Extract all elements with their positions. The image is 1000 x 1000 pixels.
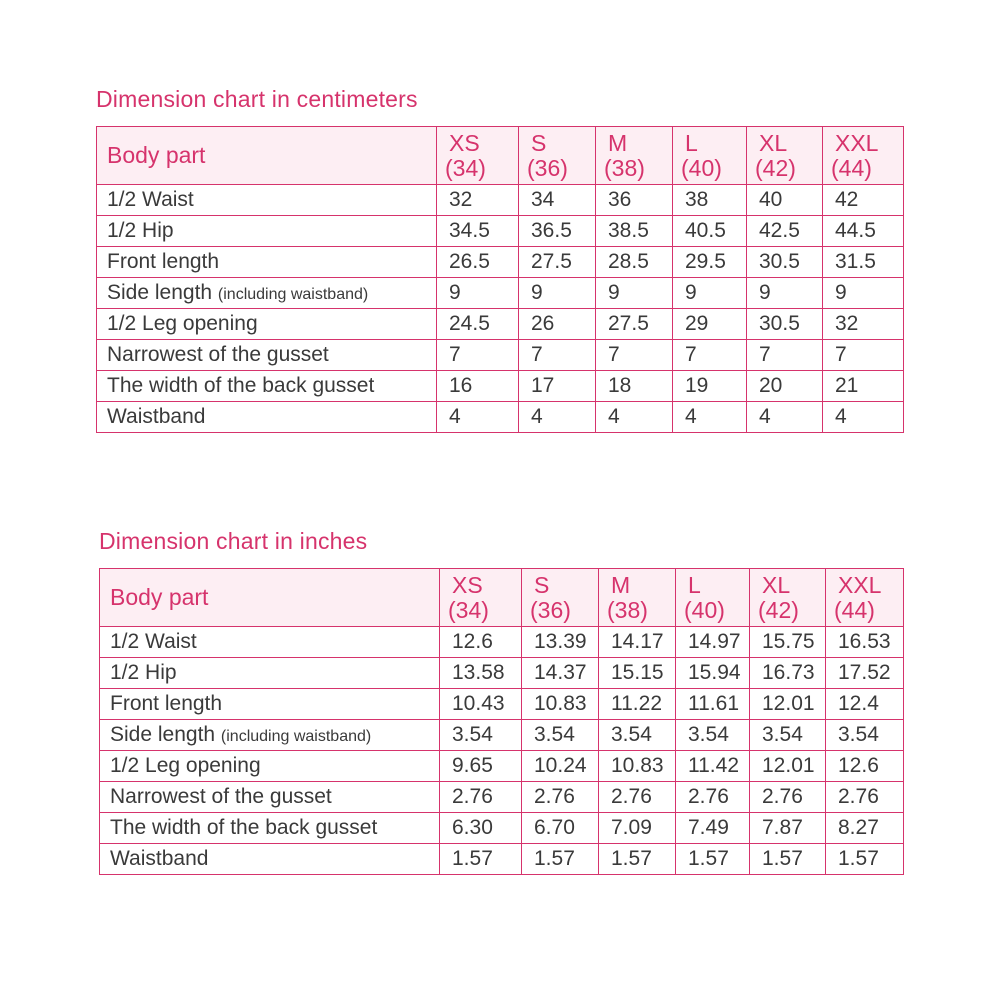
body-part-note: (including waistband) [217,286,369,303]
size-number: (42) [758,596,799,623]
measurement-cell: 9 [823,278,904,309]
inch-chart-title: Dimension chart in inches [99,528,368,554]
measurement-cell: 34.5 [437,216,519,247]
measurement-cell: 34 [519,185,596,216]
measurement-cell: 16 [437,371,519,402]
measurement-cell: 19 [673,371,747,402]
table-row [97,402,904,433]
measurement-cell: 1.57 [522,844,599,875]
measurement-cell: 9 [519,278,596,309]
measurement-cell: 15.15 [599,658,676,689]
size-header-xl [750,569,826,627]
body-part-cell [100,751,440,782]
body-part-cell [100,627,440,658]
measurement-cell: 15.75 [750,627,826,658]
measurement-cell: 12.6 [440,627,522,658]
header-row [97,127,904,185]
measurement-cell: 20 [747,371,823,402]
table-row [97,278,904,309]
measurement-cell: 32 [823,309,904,340]
measurement-cell: 2.76 [676,782,750,813]
measurement-cell: 44.5 [823,216,904,247]
measurement-cell: 36.5 [519,216,596,247]
measurement-cell: 3.54 [750,720,826,751]
body-part-cell [97,340,437,371]
measurement-cell: 1.57 [599,844,676,875]
table-row [97,216,904,247]
measurement-cell: 1.57 [826,844,904,875]
measurement-cell: 31.5 [823,247,904,278]
measurement-cell: 30.5 [747,247,823,278]
measurement-cell: 9 [673,278,747,309]
measurement-cell: 4 [747,402,823,433]
body-part-label: The width of the back gusset [110,816,378,839]
measurement-cell: 14.97 [676,627,750,658]
measurement-cell: 38 [673,185,747,216]
measurement-cell: 9 [596,278,673,309]
size-number: (34) [448,596,489,623]
size-code: M [611,571,631,598]
measurement-cell: 36 [596,185,673,216]
body-part-cell [100,782,440,813]
size-header-xs [437,127,519,185]
measurement-cell: 13.58 [440,658,522,689]
body-part-label: Narrowest of the gusset [110,785,332,808]
size-header-s [522,569,599,627]
measurement-cell: 3.54 [599,720,676,751]
size-code: M [608,129,628,156]
body-part-cell [97,247,437,278]
size-number: (36) [527,154,568,181]
body-part-cell [100,689,440,720]
measurement-cell: 7 [596,340,673,371]
table-row [97,371,904,402]
measurement-cell: 4 [519,402,596,433]
size-code: XXL [838,571,882,598]
body-part-label: Narrowest of the gusset [107,343,329,366]
measurement-cell: 30.5 [747,309,823,340]
measurement-cell: 8.27 [826,813,904,844]
table-row [100,782,904,813]
body-part-label: 1/2 Leg opening [110,754,261,777]
body-part-cell [100,720,440,751]
measurement-cell: 3.54 [440,720,522,751]
measurement-cell: 12.6 [826,751,904,782]
body-part-cell [97,278,437,309]
measurement-cell: 12.4 [826,689,904,720]
measurement-cell: 29 [673,309,747,340]
table-row [97,185,904,216]
header-row [100,569,904,627]
size-header-l [673,127,747,185]
body-part-label: Side length [110,723,221,746]
body-part-label: Waistband [110,847,209,870]
table-row [100,627,904,658]
measurement-cell: 3.54 [826,720,904,751]
measurement-cell: 17 [519,371,596,402]
body-part-note: (including waistband) [220,728,372,745]
measurement-cell: 7 [437,340,519,371]
measurement-cell: 24.5 [437,309,519,340]
size-header-xs [440,569,522,627]
measurement-cell: 26 [519,309,596,340]
table-row [97,247,904,278]
body-part-cell [100,844,440,875]
size-header-m [596,127,673,185]
size-code: L [688,571,701,598]
measurement-cell: 29.5 [673,247,747,278]
body-part-label: 1/2 Leg opening [107,312,258,335]
size-code: XXL [835,129,879,156]
body-part-header: Body part [100,569,440,627]
measurement-cell: 14.37 [522,658,599,689]
measurement-cell: 10.83 [599,751,676,782]
size-number: (34) [445,154,486,181]
measurement-cell: 2.76 [826,782,904,813]
table-row [100,751,904,782]
measurement-cell: 40.5 [673,216,747,247]
measurement-cell: 4 [437,402,519,433]
measurement-cell: 42 [823,185,904,216]
body-part-label: 1/2 Waist [110,630,197,653]
measurement-cell: 27.5 [596,309,673,340]
measurement-cell: 9 [747,278,823,309]
size-header-m [599,569,676,627]
measurement-cell: 14.17 [599,627,676,658]
measurement-cell: 7 [747,340,823,371]
measurement-cell: 7.09 [599,813,676,844]
body-part-label: 1/2 Hip [107,219,174,242]
measurement-cell: 12.01 [750,689,826,720]
body-part-cell [97,402,437,433]
measurement-cell: 16.53 [826,627,904,658]
body-part-cell [97,185,437,216]
body-part-label: Side length [107,281,218,304]
measurement-cell: 9 [437,278,519,309]
size-code: XS [449,129,480,156]
size-number: (42) [755,154,796,181]
size-number: (40) [681,154,722,181]
measurement-cell: 11.22 [599,689,676,720]
measurement-cell: 7.87 [750,813,826,844]
measurement-cell: 4 [596,402,673,433]
measurement-cell: 10.83 [522,689,599,720]
measurement-cell: 17.52 [826,658,904,689]
size-header-xxl [823,127,904,185]
size-code: XL [759,129,788,156]
size-number: (36) [530,596,571,623]
measurement-cell: 1.57 [440,844,522,875]
measurement-cell: 27.5 [519,247,596,278]
measurement-cell: 3.54 [676,720,750,751]
measurement-cell: 15.94 [676,658,750,689]
body-part-label: 1/2 Waist [107,188,194,211]
body-part-header: Body part [97,127,437,185]
table-row [100,720,904,751]
size-code: XL [762,571,791,598]
measurement-cell: 21 [823,371,904,402]
measurement-cell: 16.73 [750,658,826,689]
measurement-cell: 3.54 [522,720,599,751]
measurement-cell: 42.5 [747,216,823,247]
size-number: (38) [604,154,645,181]
measurement-cell: 2.76 [522,782,599,813]
measurement-cell: 4 [673,402,747,433]
measurement-cell: 6.30 [440,813,522,844]
measurement-cell: 7 [673,340,747,371]
measurement-cell: 38.5 [596,216,673,247]
measurement-cell: 6.70 [522,813,599,844]
measurement-cell: 7 [823,340,904,371]
measurement-cell: 28.5 [596,247,673,278]
size-code: XS [452,571,483,598]
size-number: (44) [834,596,875,623]
size-code: L [685,129,698,156]
measurement-cell: 2.76 [440,782,522,813]
measurement-cell: 10.24 [522,751,599,782]
size-code: S [531,129,547,156]
measurement-cell: 10.43 [440,689,522,720]
table-row [100,658,904,689]
measurement-cell: 7 [519,340,596,371]
measurement-cell: 26.5 [437,247,519,278]
size-code: S [534,571,550,598]
body-part-cell [97,309,437,340]
size-header-xxl [826,569,904,627]
table-row [100,813,904,844]
size-header-xl [747,127,823,185]
measurement-cell: 12.01 [750,751,826,782]
cm-chart-title: Dimension chart in centimeters [96,86,418,112]
measurement-cell: 11.42 [676,751,750,782]
body-part-cell [97,371,437,402]
size-number: (38) [607,596,648,623]
measurement-cell: 1.57 [750,844,826,875]
body-part-label: Front length [110,692,223,715]
measurement-cell: 32 [437,185,519,216]
measurement-cell: 1.57 [676,844,750,875]
measurement-cell: 7.49 [676,813,750,844]
body-part-label: Waistband [107,405,206,428]
measurement-cell: 18 [596,371,673,402]
body-part-label: Front length [107,250,220,273]
measurement-cell: 11.61 [676,689,750,720]
table-row [97,309,904,340]
measurement-cell: 13.39 [522,627,599,658]
size-number: (44) [831,154,872,181]
cm-dimension-table [96,126,904,433]
size-header-s [519,127,596,185]
body-part-cell [97,216,437,247]
body-part-label: 1/2 Hip [110,661,177,684]
inch-dimension-table [99,568,904,875]
table-row [100,844,904,875]
body-part-cell [100,658,440,689]
measurement-cell: 4 [823,402,904,433]
size-number: (40) [684,596,725,623]
measurement-cell: 2.76 [599,782,676,813]
body-part-cell [100,813,440,844]
measurement-cell: 9.65 [440,751,522,782]
size-header-l [676,569,750,627]
table-row [97,340,904,371]
measurement-cell: 40 [747,185,823,216]
table-row [100,689,904,720]
body-part-label: The width of the back gusset [107,374,375,397]
measurement-cell: 2.76 [750,782,826,813]
